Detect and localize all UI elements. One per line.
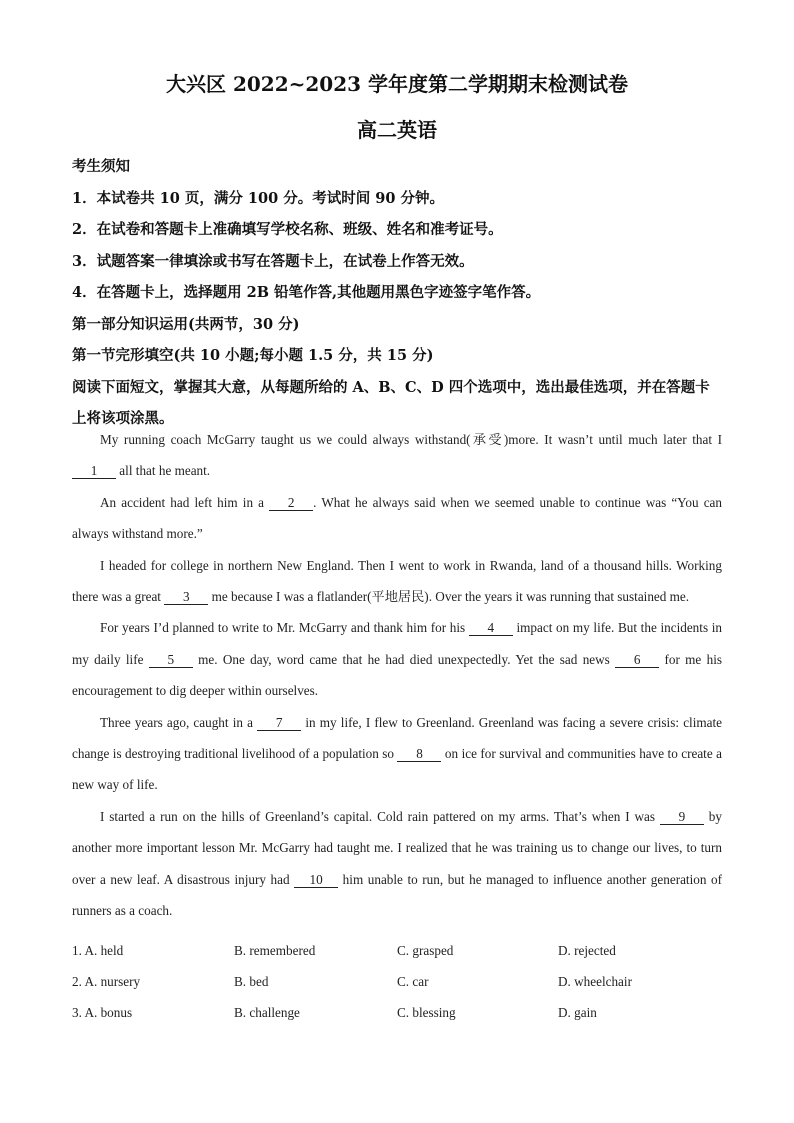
blank-6: 6 — [615, 652, 659, 668]
passage-text: him unable to run, but he managed to influence another generation of runners as a coach. — [72, 871, 722, 919]
cloze-passage — [72, 424, 722, 927]
passage-text: My running coach McGarry taught us we could always withstand(承受)more. It wasn’t until much later that I — [100, 432, 722, 447]
blank-8: 8 — [397, 746, 441, 762]
option-row-3 — [72, 997, 722, 1028]
passage-text: For years I’d planned to write to Mr. McGarry and thank him for his — [100, 620, 469, 636]
option-row-2 — [72, 966, 722, 997]
option-a: 3. A. bonus — [72, 1005, 133, 1020]
blank-3: 3 — [164, 589, 208, 605]
notes-heading: 考生须知 — [72, 158, 130, 175]
blank-2: 2 — [269, 495, 313, 511]
blank-5: 5 — [149, 652, 193, 668]
blank-4: 4 — [469, 620, 513, 636]
option-d: D. rejected — [558, 943, 616, 958]
instruction-text: 阅读下面短文，掌握其大意，从每题所给的 A、B、C、D 四个选项中，选出最佳选项，并在答题卡上将该项涂黑。 — [72, 378, 710, 427]
passage-text: . What he always said when we seemed unable to continue was “You can always withstand more.” — [72, 494, 722, 542]
passage-text: for me his encouragement to dig deeper within ourselves. — [72, 651, 722, 699]
option-a: 1. A. held — [72, 943, 124, 958]
exam-title: 大兴区 2022~2023 学年度第二学期期末检测试卷 — [165, 72, 628, 96]
option-c: C. blessing — [397, 1005, 456, 1020]
option-a: 2. A. nursery — [72, 974, 141, 989]
blank-1: 1 — [72, 463, 116, 479]
passage-text: impact on my life. But the incidents in my daily life — [72, 620, 722, 667]
passage-text: me because I was a flatlander(平地居民). Over the years it was running that sustained me. — [208, 589, 690, 605]
exam-notes — [72, 151, 722, 435]
note-item: 3．试题答案一律填涂或书写在答题卡上，在试卷上作答无效。 — [72, 252, 474, 270]
section-heading: 第一节完形填空(共 10 小题;每小题 1.5 分，共 15 分) — [72, 347, 434, 364]
blank-7: 7 — [257, 715, 301, 731]
passage-paragraph-3 — [72, 550, 722, 613]
note-item: 2．在试卷和答题卡上准确填写学校名称、班级、姓名和准考证号。 — [72, 221, 503, 238]
passage-text: in my life, I flew to Greenland. Greenland was facing a severe crisis: climate change is destroying traditional livelihood of a population so — [72, 714, 722, 762]
passage-text: I started a run on the hills of Greenland’s capital. Cold rain pattered on my arms. That’s when I was — [100, 808, 660, 824]
exam-subject: 高二英语 — [357, 118, 437, 142]
option-c: C. grasped — [397, 943, 454, 958]
passage-text: Three years ago, caught in a — [100, 714, 258, 730]
option-b: B. remembered — [234, 943, 316, 958]
option-d: D. gain — [558, 1005, 597, 1020]
passage-text: all that he meant. — [116, 463, 211, 479]
passage-paragraph-4 — [72, 612, 722, 706]
passage-paragraph-1 — [72, 424, 722, 487]
part-heading: 第一部分知识运用(共两节，30 分) — [72, 315, 300, 333]
passage-text: by another more important lesson Mr. McGarry had taught me. I realized that he was training us to change our lives, to turn over a new leaf. A disastrous injury had — [72, 808, 722, 887]
passage-text: An accident had left him in a — [100, 494, 270, 510]
passage-text: on ice for survival and communities have to create a new way of life. — [72, 746, 723, 793]
note-item: 4．在答题卡上，选择题用 2B 铅笔作答,其他题用黑色字迹签字笔作答。 — [72, 284, 541, 301]
passage-paragraph-6 — [72, 801, 722, 927]
passage-paragraph-2 — [72, 487, 722, 550]
blank-10: 10 — [294, 872, 338, 888]
option-c: C. car — [397, 974, 429, 989]
option-row-1 — [72, 935, 722, 966]
note-item: 1．本试卷共 10 页，满分 100 分。考试时间 90 分钟。 — [72, 189, 444, 207]
passage-text: me. One day, word came that he had died unexpectedly. Yet the sad news — [192, 651, 616, 667]
option-b: B. challenge — [234, 1005, 300, 1020]
option-b: B. bed — [234, 974, 269, 989]
blank-9: 9 — [660, 809, 704, 825]
answer-options — [72, 935, 722, 1028]
passage-text: I headed for college in northern New England. Then I went to work in Rwanda, land of a thousand hills. Working there was a great — [72, 557, 722, 605]
option-d: D. wheelchair — [558, 974, 632, 989]
passage-paragraph-5 — [72, 707, 722, 801]
